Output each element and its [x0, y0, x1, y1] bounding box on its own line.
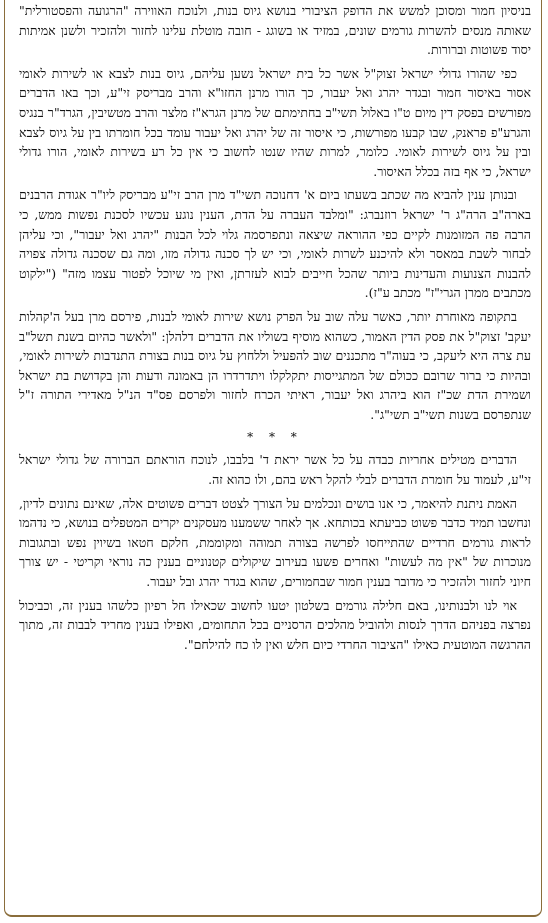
paragraph-warning: אוי לנו ולבנותינו, באם חלילה גורמים בשלטון יטעו לחשוב שכאילו חל רפיון כלשהו בענין זה, וכביכול נפרצה בפניהם הדרך לנסות ולהוביל מהלכים הרסניים בכל התחומים, ואפילו בענין מחריד לבבות זה, מתוך ההרגשה המוטעית כאילו "הציבור החרדי כיום חלש ואין לו כח להילחם". [19, 597, 531, 652]
paragraph-kehilos-yaakov: בתקופה מאוחרת יותר, כאשר עלה שוב על הפרק נושא שירות לאומי לבנות, פירסם מרן בעל ה'קהלות יעקב' זצוק"ל את פסק הדין האמור, כשהוא מוסיף בשוליו את הדברים דלהלן: "ולאשר כהיום בשנת תשל"ב עת צרה היא ליעקב, כי בעוה"ר מתכננים שוב להפעיל וללחוץ על גיוס בנות בצורת התנדבות לשירות לאומי, ובהיות כי ברור שרובם ככולם של המתגייסות יתקלקלו ויתדרדרו הן באמונה ודעות והן בקדושת בת ישראל ושמירת הדת שכ"ז הוא ביהרג ואל יעבור, ראיתי הכרח לחזור ולפרסם פס"ד הנ"ל מאדירי התורה ז"ל שנתפרסם בשנות תשי"ב תשי"ג". [19, 308, 531, 422]
section-separator: * * * [247, 430, 303, 445]
paragraph-truth: האמת ניתנת להיאמר, כי אנו בושים ונכלמים על הצורך לצטט דברים פשוטים אלה, שאינם נתונים לדיון, ונחשבו תמיד כדבר פשוט כביעתא בכותחא. אך לאחר ששמענו מעסקנים יקרים המטפלים בנושא, כי נדהמו לראות גורמים חרדיים שהתייחסו לפרשה בצורה תמוהה ומקוממת, חלקם חטאו בשיוין נפש ובתגובות מנוכרות של "אין מה לעשות" ואחרים פשעו בעירוב שיקולים קטנוניים בענין כה נוראי וקריטי - יש צורך חיוני לחזור ולהזכיר כי מדובר בענין חמור שבחמורים, שהוא בגדר יהרג ובל יעבור. [19, 495, 531, 590]
article-body [5, 0, 541, 654]
article-frame [4, 0, 542, 917]
paragraph-brisker-letter: ובנותן ענין להביא מה שכתב בשעתו ביום א' דחנוכה תשי"ד מרן הרב זי"ע מבריסק ליו"ר אגודת הרבנים בארה"ב הרה"ג ר' ישראל רוזנברג: "ומלבד העברה על הדת, הענין נוגע עכשיו לסכנת נפשות ממש, כי הרבה פה המזומנות לקיים כפי ההוראה שיצאה ונתפרסמה גלוי לכל הבנות "יהרג ואל יעבור", וכי עליהן לבחור לשבת במאסר ולא להיכנע לשרות לאומי, וכי יש לך סכנה גדולה מזו, ומה גם שסכנה גדולה צפויה להבנות הצנועות והעדינות ביותר שהכל חייבים לבוא לעזרתן, ואין מי שיוכל לפטור עצמו מזה" ("ילקוט מכתבים ממרן הגרי"ז" מכתב ע"ז). [19, 187, 531, 301]
paragraph-intro: בניסיון חמור ומסוכן למשש את הדופק הציבורי בנושא גיוס בנות, ולנוכח האווירה "הרגועה והפסטורלית" שאותה מנסים להשרות גורמים שונים, במזיד או בשוגג - חובה מוטלת עלינו לחזור ולהזכיר ולשנן אמיתות יסוד פשוטות וברורות. [19, 3, 531, 58]
paragraph-ruling: כפי שהורו גדולי ישראל זצוק"ל אשר כל בית ישראל נשען עליהם, גיוס בנות לצבא או לשירות לאומי אסור באיסור חמור ובגדר יהרג ואל יעבור, כך הורו מרנן החזו"א והרב מבריסק זי"ע, וכך באו הדברים מפורשים בפסק דין מיום ט"ו באלול תשי"ב בחתימתם של מרנן הגרא"ז מלצר והרב מטשיבין, הגרד"ר בנגיס והגרע"פ פראנק, שבו קבעו מפורשות, כי איסור זה של יהרג ואל יעבור עומד בכל חומרתו בין על גיוס לצבא ובין על גיוס לשירות לאומי. כלומר, למרות שהיו שנטו לחשוב כי אין כל רע בשירות לאומי, הורו גדולי ישראל, כי אף בזה בכלל האיסור. [19, 65, 531, 179]
paragraph-responsibility: הדברים מטילים אחריות כבדה על כל אשר יראת ד' בלבבו, לנוכח הוראתם הברורה של גדולי ישראל זי"ע, לעמוד על חומרת הדברים לבלי להקל ראש בהם, ולו כהוא זה. [19, 452, 531, 488]
